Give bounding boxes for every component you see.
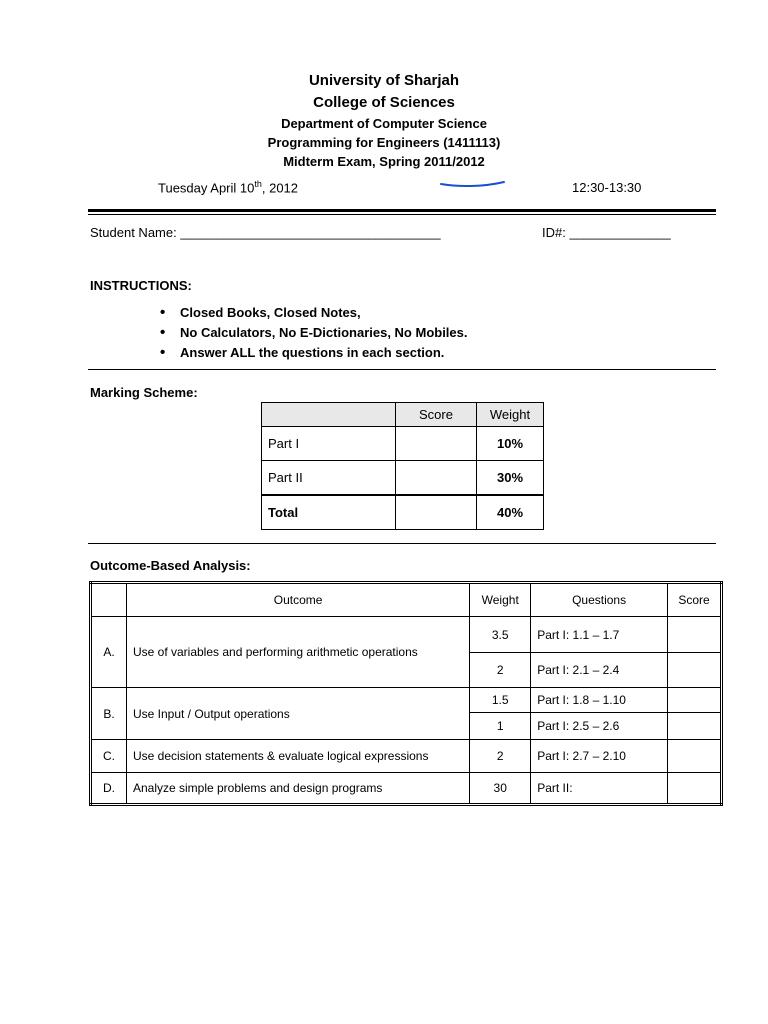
instructions-title: INSTRUCTIONS:: [90, 278, 192, 293]
outcome-row: [91, 688, 722, 713]
outcome-header-score: Score: [668, 583, 722, 617]
header-rule-thick: [88, 209, 716, 212]
marking-header-row: [262, 403, 544, 427]
exam-time: 12:30-13:30: [572, 180, 642, 195]
outcome-header-weight: Weight: [470, 583, 531, 617]
date-sup: th: [254, 179, 262, 189]
marking-header-weight: Weight: [477, 403, 544, 427]
outcome-questions: Part I: 1.1 – 1.7: [531, 617, 668, 653]
outcome-letter: D.: [91, 773, 127, 805]
section-divider: [88, 543, 716, 544]
marking-row: [262, 427, 544, 461]
outcome-header-blank: [91, 583, 127, 617]
outcome-questions: Part I: 2.7 – 2.10: [531, 740, 668, 773]
instruction-item: • Answer ALL the questions in each section.: [160, 345, 468, 365]
outcome-score[interactable]: [668, 740, 722, 773]
outcome-text: Use of variables and performing arithmetic operations: [126, 617, 469, 688]
marking-weight: 40%: [477, 495, 544, 530]
marking-part: Total: [262, 495, 396, 530]
outcome-weight: 3.5: [470, 617, 531, 653]
marking-part: Part II: [262, 461, 396, 496]
outcome-text: Use decision statements & evaluate logical expressions: [126, 740, 469, 773]
section-divider: [88, 369, 716, 370]
outcome-text: Analyze simple problems and design programs: [126, 773, 469, 805]
outcome-row: [91, 617, 722, 653]
outcome-header-questions: Questions: [531, 583, 668, 617]
date-prefix: Tuesday April 10: [158, 180, 255, 196]
department-title: Department of Computer Science: [281, 116, 487, 131]
outcome-questions: Part I: 2.5 – 2.6: [531, 713, 668, 740]
instruction-item: • No Calculators, No E-Dictionaries, No Mobiles.: [160, 325, 468, 345]
marking-row: [262, 461, 544, 496]
outcome-weight: 30: [470, 773, 531, 805]
marking-header-blank: [262, 403, 396, 427]
university-title: University of Sharjah: [308, 72, 460, 89]
outcome-score[interactable]: [668, 713, 722, 740]
marking-weight: 10%: [477, 427, 544, 461]
outcome-letter: A.: [91, 617, 127, 688]
outcome-text: Use Input / Output operations: [126, 688, 469, 740]
marking-score[interactable]: [396, 461, 477, 496]
student-name-field[interactable]: Student Name: ____________________________________: [90, 225, 441, 240]
outcome-table: [89, 581, 723, 806]
outcome-letter: C.: [91, 740, 127, 773]
outcome-score[interactable]: [668, 688, 722, 713]
date-suffix: , 2012: [261, 180, 299, 196]
instruction-item: • Closed Books, Closed Notes,: [160, 305, 468, 325]
marking-part: Part I: [262, 427, 396, 461]
course-title: Programming for Engineers (1411113): [267, 135, 501, 150]
header-rule-thin: [88, 214, 716, 215]
outcome-score[interactable]: [668, 653, 722, 688]
student-id-field[interactable]: ID#: ______________: [542, 225, 671, 240]
outcome-score[interactable]: [668, 773, 722, 805]
outcome-score[interactable]: [668, 617, 722, 653]
marking-total-row: [262, 495, 544, 530]
outcome-title: Outcome-Based Analysis:: [90, 558, 251, 573]
outcome-weight: 2: [470, 653, 531, 688]
outcome-letter: B.: [91, 688, 127, 740]
outcome-header-row: [91, 583, 722, 617]
marking-header-score: Score: [396, 403, 477, 427]
exam-title: Midterm Exam, Spring 2011/2012: [283, 154, 485, 169]
outcome-header-outcome: Outcome: [126, 583, 469, 617]
marking-score[interactable]: [396, 427, 477, 461]
outcome-weight: 2: [470, 740, 531, 773]
outcome-questions: Part I: 1.8 – 1.10: [531, 688, 668, 713]
outcome-row: [91, 740, 722, 773]
instructions-list: [160, 305, 468, 365]
marking-table: [261, 402, 544, 530]
outcome-questions: Part I: 2.1 – 2.4: [531, 653, 668, 688]
pen-mark: [438, 178, 508, 190]
marking-title: Marking Scheme:: [90, 385, 198, 400]
outcome-row: [91, 773, 722, 805]
marking-score[interactable]: [396, 495, 477, 530]
outcome-weight: 1: [470, 713, 531, 740]
college-title: College of Sciences: [313, 94, 455, 111]
exam-date: [158, 179, 298, 195]
outcome-questions: Part II:: [531, 773, 668, 805]
outcome-weight: 1.5: [470, 688, 531, 713]
marking-weight: 30%: [477, 461, 544, 496]
